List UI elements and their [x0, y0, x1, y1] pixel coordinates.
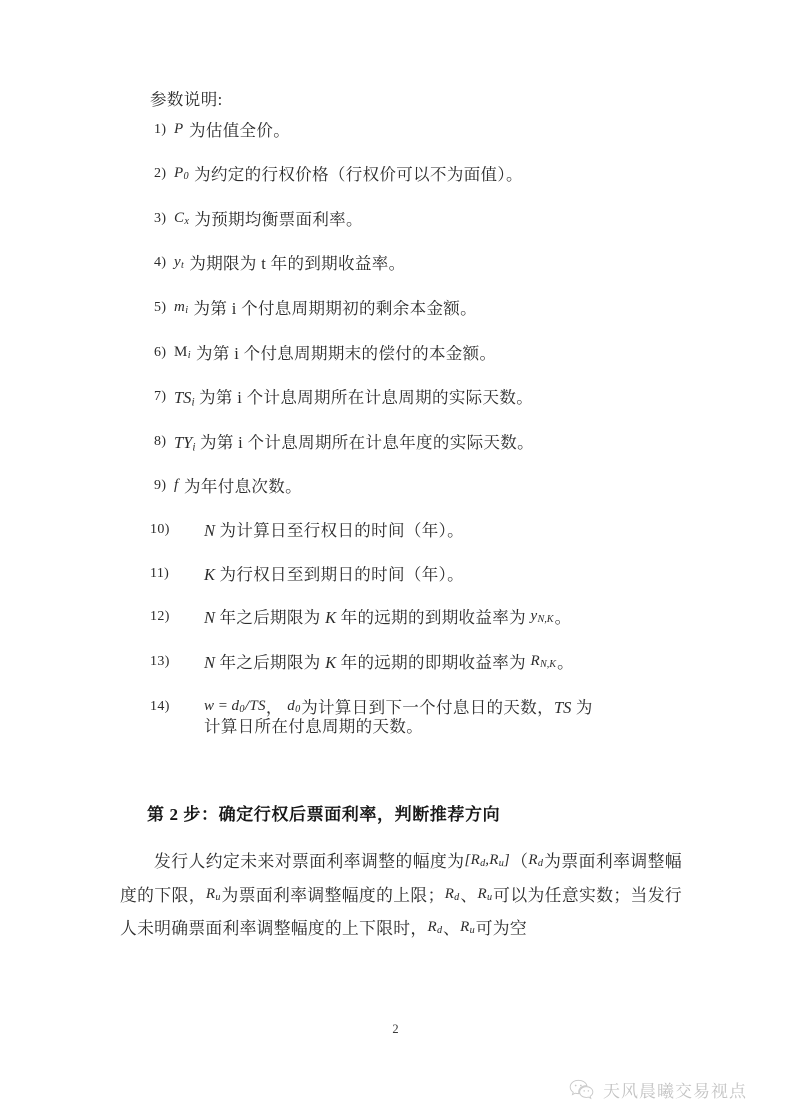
list-item-text-a: 年之后期限为 [219, 608, 321, 628]
list-item [120, 519, 680, 543]
variable-K: K [325, 653, 337, 673]
list-item-text: 为约定的行权价格（行权价可以不为面值）。 [194, 165, 523, 185]
parameters-intro-label: 参数说明: [150, 90, 223, 109]
variable-TS: TS [553, 697, 572, 717]
section-paragraph [120, 845, 682, 946]
variable-Rd: $R_d$ [427, 919, 443, 937]
period: 。 [554, 608, 572, 628]
list-item-marker: 7) [154, 389, 167, 405]
variable-K: K [325, 608, 337, 628]
list-item-marker: 14) [150, 698, 170, 714]
list-item [120, 163, 680, 188]
list-item [120, 563, 680, 587]
paragraph-text-1: 发行人约定未来对票面利率调整的幅度为 [154, 852, 465, 871]
list-item-continuation: 计算日所在付息周期的天数。 [204, 716, 424, 736]
list-item-marker: 12) [150, 609, 170, 625]
list-item-marker: 3) [154, 210, 167, 226]
variable-P: P [174, 120, 184, 137]
list-item-text: 为估值全价。 [189, 120, 291, 140]
list-item-marker: 5) [154, 300, 167, 316]
list-item-text: 为年付息次数。 [184, 476, 302, 496]
variable-Cx: $C_x$ [174, 209, 189, 227]
list-item-text: 为第 i 个计息周期所在计息年度的实际天数。 [199, 432, 535, 452]
notation-rd-ru-interval: $[R_d,R_u]$ [464, 852, 510, 870]
list-item-text: 为计算日至行权日的时间（年）。 [219, 521, 464, 541]
list-item-text: 为期限为 t 年的到期收益率。 [189, 254, 406, 274]
variable-Ru: $R_u$ [477, 885, 493, 903]
list-item-marker: 8) [154, 433, 167, 449]
variable-N: N [204, 653, 216, 673]
wechat-icon [568, 1076, 595, 1103]
list-item-marker: 1) [154, 121, 167, 137]
list-item [120, 475, 680, 500]
variable-f: f [174, 476, 179, 493]
list-item-marker: 6) [154, 344, 167, 360]
variable-N: N [204, 608, 216, 628]
watermark-label: 天风晨曦交易视点 [603, 1082, 747, 1102]
variable-K: K [204, 564, 216, 584]
variable-y-NK: $y_{N,K}$ [530, 608, 554, 626]
variable-P0: $P_0$ [174, 165, 189, 183]
list-item [120, 297, 680, 322]
list-item-text-b: 为 [575, 697, 593, 717]
parameter-list [120, 119, 680, 739]
list-item-text-b: 年的远期的到期收益率为 [340, 608, 526, 628]
comma: ， [265, 697, 283, 717]
paragraph-text-4: 为票面利率调整幅度的上限； [221, 885, 445, 905]
list-item [120, 651, 680, 676]
list-item-text-b: 年的远期的即期收益率为 [340, 653, 526, 673]
paragraph-text-3: 为票面利率调整幅度的下限， [120, 852, 682, 905]
list-item-text-a: 年之后期限为 [219, 653, 321, 673]
section-heading: 第 2 步：确定行权后票面利率，判断推荐方向 [147, 805, 501, 824]
variable-mi: $m_i$ [174, 299, 189, 317]
list-item [120, 342, 680, 367]
variable-d0: $d_0$ [287, 697, 301, 715]
list-item-marker: 2) [154, 166, 167, 182]
list-item-text: 为第 i 个付息周期期初的剩余本金额。 [193, 299, 477, 319]
paragraph-text-6: 可以为任意实数；当发行人未明确票面利率调整幅度的上下限时， [120, 885, 682, 939]
list-item [120, 208, 680, 233]
variable-Rd: $R_d$ [528, 852, 543, 870]
formula-w-d0-ts: $w = d_0/TS$ [204, 697, 266, 715]
list-item-marker: 13) [150, 654, 170, 670]
variable-yt: $y_t$ [174, 254, 184, 272]
variable-Ru: $R_u$ [460, 919, 475, 937]
list-item [120, 431, 680, 456]
period: 。 [557, 653, 574, 673]
list-item-marker: 10) [150, 522, 170, 538]
list-item [120, 606, 680, 631]
list-item-marker: 11) [150, 565, 170, 581]
paragraph-text-5: 、 [460, 885, 478, 905]
list-item [120, 252, 680, 277]
variable-R-NK: $R_{N,K}$ [530, 653, 557, 671]
list-item [120, 696, 680, 739]
list-item [120, 386, 680, 411]
list-item-text: 为行权日至到期日的时间（年）。 [219, 564, 464, 584]
parameters-section [120, 88, 680, 758]
paragraph-text-2: （ [510, 852, 529, 871]
variable-TYi: $TY_i$ [174, 432, 196, 454]
paragraph-text-8: 可为空 [475, 919, 527, 939]
variable-N: N [204, 521, 216, 541]
page-number: 2 [392, 1022, 399, 1036]
watermark [568, 1076, 747, 1103]
list-item [120, 119, 680, 144]
variable-Ru: $R_u$ [205, 885, 221, 903]
list-item-marker: 9) [154, 477, 167, 493]
variable-Mi: $M_i$ [174, 343, 191, 361]
list-item-text: 为第 i 个计息周期所在计息周期的实际天数。 [199, 388, 534, 408]
paragraph-text-7: 、 [443, 919, 461, 939]
variable-TSi: $TS_i$ [174, 388, 195, 409]
list-item-marker: 4) [154, 255, 167, 271]
list-item-text-a: 为计算日到下一个付息日的天数， [301, 697, 554, 717]
variable-Rd: $R_d$ [444, 885, 460, 903]
list-item-text: 为预期均衡票面利率。 [194, 209, 363, 229]
list-item-text: 为第 i 个付息周期期末的偿付的本金额。 [196, 343, 497, 363]
step-2-section [120, 800, 682, 946]
